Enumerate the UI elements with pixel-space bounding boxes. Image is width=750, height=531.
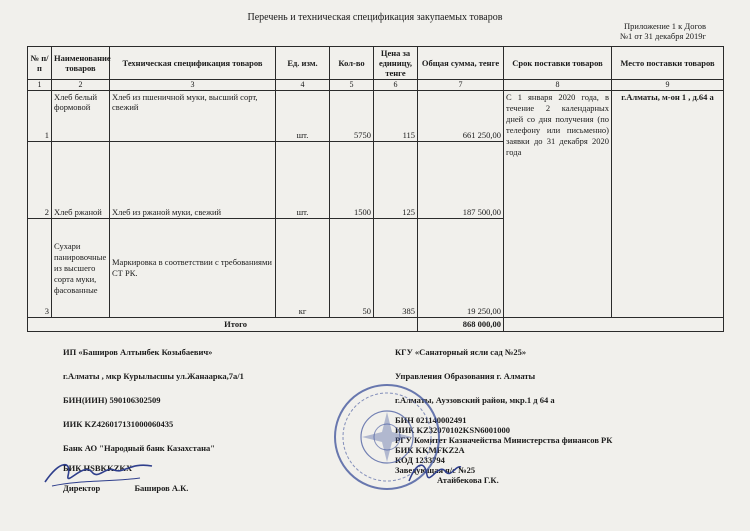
document-title: Перечень и техническая спецификация закупаемых товаров bbox=[247, 12, 503, 23]
column-number: 9 bbox=[612, 80, 724, 91]
supplier-signer-name: Баширов А.К. bbox=[134, 483, 189, 493]
customer-head: Заведующая я/с №25 bbox=[395, 465, 476, 475]
row-name: Хлеб ржаной bbox=[52, 142, 110, 219]
row-name: Сухари панировочные из высшего сорта муки, фасованные bbox=[52, 219, 110, 318]
column-number: 3 bbox=[110, 80, 276, 91]
column-number-row bbox=[28, 80, 724, 91]
row-qty: 1500 bbox=[330, 142, 374, 219]
customer-bin: БИН 021140002491 bbox=[395, 415, 467, 425]
delivery-place: г.Алматы, м-он 1 , д.64 а bbox=[612, 91, 724, 318]
header-cell-index: № п/п bbox=[28, 47, 52, 80]
table-row bbox=[28, 91, 724, 142]
total-empty-cell bbox=[504, 318, 724, 332]
total-value: 868 000,00 bbox=[418, 318, 504, 332]
row-sum: 187 500,00 bbox=[418, 142, 504, 219]
column-number: 6 bbox=[374, 80, 418, 91]
header-cell-qty: Кол-во bbox=[330, 47, 374, 80]
row-spec: Хлеб из пшеничной муки, высший сорт, свежий bbox=[110, 91, 276, 142]
header-cell-sum: Общая сумма, тенге bbox=[418, 47, 504, 80]
header-row bbox=[28, 47, 724, 80]
specification-table bbox=[27, 46, 724, 332]
customer-kod: КОД 1233794 bbox=[395, 455, 445, 465]
row-sum: 661 250,00 bbox=[418, 91, 504, 142]
column-number: 8 bbox=[504, 80, 612, 91]
supplier-name: ИП «Баширов Алтынбек Козыбаевич» bbox=[63, 347, 213, 357]
column-number: 5 bbox=[330, 80, 374, 91]
row-unit: кг bbox=[276, 219, 330, 318]
header-cell-price: Цена за единицу, тенге bbox=[374, 47, 418, 80]
column-number: 2 bbox=[52, 80, 110, 91]
row-price: 385 bbox=[374, 219, 418, 318]
customer-rgu: РГУ Комитет Казначейства Министерства финансов РК bbox=[395, 435, 613, 445]
row-sum: 19 250,00 bbox=[418, 219, 504, 318]
row-index: 3 bbox=[28, 219, 52, 318]
customer-name: КГУ «Санаторный ясли сад №25» bbox=[395, 347, 527, 357]
customer-iik: ИИК KZ32070102KSN6001000 bbox=[395, 425, 511, 435]
row-index: 2 bbox=[28, 142, 52, 219]
header-cell-name: Наименование товаров bbox=[52, 47, 110, 80]
header-cell-term: Срок поставки товаров bbox=[504, 47, 612, 80]
row-name: Хлеб белый формовой bbox=[52, 91, 110, 142]
column-number: 7 bbox=[418, 80, 504, 91]
customer-bik: БИК KKMFKZ2A bbox=[395, 445, 465, 455]
supplier-signature-icon bbox=[40, 452, 160, 492]
customer-address: г.Алматы, Ауэзовский район, мкр.1 д 64 а bbox=[395, 395, 555, 405]
row-qty: 5750 bbox=[330, 91, 374, 142]
customer-head-name: Атайбекова Г.К. bbox=[437, 475, 499, 485]
supplier-bank: Банк АО "Народный банк Казахстана" bbox=[63, 443, 215, 453]
row-spec: Маркировка в соответствии с требованиями СТ РК. bbox=[110, 219, 276, 318]
header-cell-unit: Ед. изм. bbox=[276, 47, 330, 80]
header-cell-place: Место поставки товаров bbox=[612, 47, 724, 80]
delivery-term: С 1 января 2020 года, в течение 2 календарных дней со дня получения (по телефону или письменно) заявки до 31 декабря 2020 года bbox=[504, 91, 612, 318]
supplier-bik: БИК HSBKKZKX bbox=[63, 463, 133, 473]
row-unit: шт. bbox=[276, 91, 330, 142]
column-number: 1 bbox=[28, 80, 52, 91]
total-row bbox=[28, 318, 724, 332]
supplier-address: г.Алматы , мкр Курылысшы ул.Жанаарка,7а/1 bbox=[63, 371, 244, 381]
row-price: 125 bbox=[374, 142, 418, 219]
column-number: 4 bbox=[276, 80, 330, 91]
row-qty: 50 bbox=[330, 219, 374, 318]
row-price: 115 bbox=[374, 91, 418, 142]
row-unit: шт. bbox=[276, 142, 330, 219]
row-spec: Хлеб из ржаной муки, свежий bbox=[110, 142, 276, 219]
customer-dept: Управления Образования г. Алматы bbox=[395, 371, 536, 381]
total-label: Итого bbox=[28, 318, 418, 332]
row-index: 1 bbox=[28, 91, 52, 142]
header-cell-spec: Техническая спецификация товаров bbox=[110, 47, 276, 80]
appendix-note bbox=[566, 21, 706, 41]
appendix-line-2: №1 от 31 декабря 2019г bbox=[619, 31, 706, 41]
supplier-signer-role: Директор bbox=[63, 483, 101, 493]
supplier-bin: БИН(ИИН) 590106302509 bbox=[63, 395, 161, 405]
customer-signature-icon bbox=[405, 455, 465, 489]
appendix-line-1: Приложение 1 к Догов bbox=[624, 21, 706, 31]
supplier-iik: ИИК KZ426017131000060435 bbox=[63, 419, 174, 429]
